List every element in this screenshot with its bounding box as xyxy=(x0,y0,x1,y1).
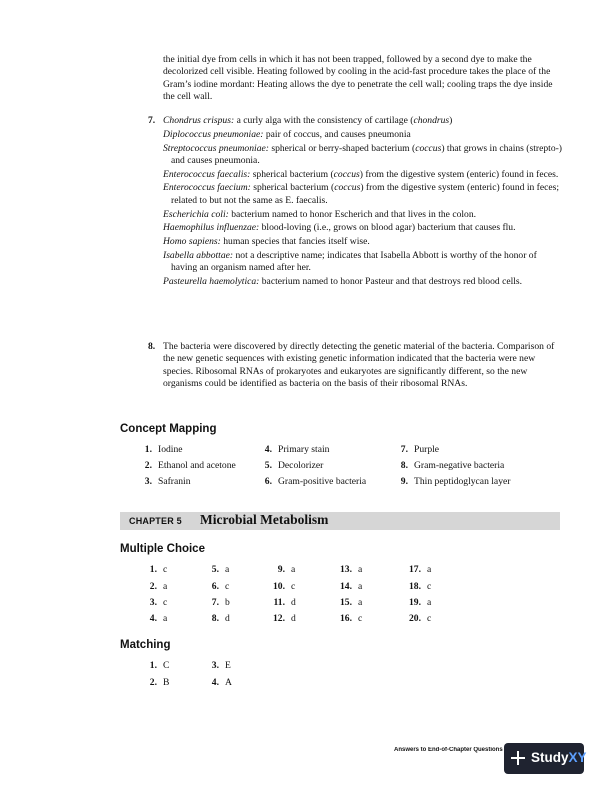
multiple-choice-answer xyxy=(204,564,229,575)
multiple-choice-heading: Multiple Choice xyxy=(120,543,205,555)
entry-number: 3. xyxy=(144,476,152,487)
entry-answer: c xyxy=(427,613,432,624)
entry-number: 15. xyxy=(340,597,352,608)
definition-text: bacterium named to honor Pasteur and that destroys red blood cells. xyxy=(259,276,523,288)
definition-list xyxy=(163,115,563,288)
entry-number: 4. xyxy=(264,444,272,455)
definition-entry xyxy=(163,115,563,127)
multiple-choice-answer xyxy=(142,613,167,624)
definition-term: Isabella abbottae: xyxy=(163,249,234,261)
definition-text: bacterium named to honor Escherich and that lives in the colon. xyxy=(228,208,477,220)
entry-answer: E xyxy=(225,660,231,671)
entry-answer: a xyxy=(291,564,296,575)
entry-number: 1. xyxy=(144,444,152,455)
running-footer: Answers to End-of-Chapter Questions xyxy=(394,747,503,753)
entry-number: 7. xyxy=(211,597,219,608)
entry-number: 13. xyxy=(340,564,352,575)
definition-term: Enterococcus faecalis: xyxy=(163,168,251,180)
entry-number: 3. xyxy=(149,597,157,608)
entry-answer: d xyxy=(225,613,230,624)
entry-number: 5. xyxy=(211,564,219,575)
entry-answer: c xyxy=(163,597,168,608)
entry-number: 12. xyxy=(273,613,285,624)
entry-number: 6. xyxy=(264,476,272,487)
definition-text-after: ) that grows in chains (strepto-) and causes pneumonia. xyxy=(171,142,563,166)
entry-answer: a xyxy=(358,564,363,575)
entry-number: 4. xyxy=(211,677,219,688)
entry-answer: a xyxy=(427,564,432,575)
definition-text: spherical bacterium ( xyxy=(250,182,335,194)
answer-item-8 xyxy=(148,341,563,390)
definition-text-after: ) from the digestive system (enteric) found in feces; related to but not the same as E. faecalis. xyxy=(171,182,560,206)
entry-number: 20. xyxy=(409,613,421,624)
entry-answer: A xyxy=(225,677,232,688)
definition-term: Haemophilus influenzae: xyxy=(163,222,260,234)
entry-answer: Gram-negative bacteria xyxy=(414,460,505,471)
entry-number: 17. xyxy=(409,564,421,575)
matching-answer xyxy=(204,677,232,688)
entry-number: 1. xyxy=(149,564,157,575)
matching-answer xyxy=(142,660,169,671)
definition-entry xyxy=(163,209,563,221)
definition-text: spherical or berry-shaped bacterium ( xyxy=(268,142,416,154)
entry-number: 5. xyxy=(264,460,272,471)
multiple-choice-answer xyxy=(142,581,167,592)
entry-answer: a xyxy=(225,564,230,575)
entry-number: 16. xyxy=(340,613,352,624)
entry-number: 19. xyxy=(409,597,421,608)
definition-text: a curly alga with the consistency of cartilage ( xyxy=(234,115,414,126)
entry-answer: c xyxy=(427,581,432,592)
entry-number: 10. xyxy=(273,581,285,592)
definition-term: Enterococcus faecium: xyxy=(163,182,251,194)
entry-answer: a xyxy=(358,597,363,608)
brand-name: StudyXY xyxy=(531,750,587,765)
entry-number: 9. xyxy=(277,564,285,575)
entry-answer: Safranin xyxy=(158,476,191,487)
entry-answer: b xyxy=(225,597,230,608)
definition-entry xyxy=(163,276,563,288)
multiple-choice-answer xyxy=(270,597,296,608)
definition-term: Pasteurella haemolytica: xyxy=(163,276,260,288)
entry-answer: c xyxy=(225,581,230,592)
definition-entry xyxy=(163,143,563,168)
entry-answer: c xyxy=(163,564,168,575)
entry-number: 2. xyxy=(144,460,152,471)
definition-term: Streptococcus pneumoniae: xyxy=(163,142,269,154)
entry-number: 8. xyxy=(211,613,219,624)
item-text: The bacteria were discovered by directly detecting the genetic material of the bacteria. Comparison of the new genetic sequences with existing genetic information indicated that the bacteria were new species. Ribosomal RNAs of prokaryotes and eukaryotes are significantly different, so the new organisms could be identified as bacteria on the basis of their ribosomal RNAs. xyxy=(163,341,555,389)
entry-answer: a xyxy=(358,581,363,592)
definition-term: Diplococcus pneumoniae: xyxy=(163,128,264,140)
plus-icon xyxy=(510,750,526,766)
entry-answer: c xyxy=(291,581,296,592)
entry-answer: Iodine xyxy=(158,444,183,455)
chapter-banner xyxy=(120,512,560,530)
entry-answer: Ethanol and acetone xyxy=(158,460,236,471)
definition-text: spherical bacterium ( xyxy=(250,168,334,180)
definition-entry xyxy=(163,250,563,275)
multiple-choice-answer xyxy=(406,581,431,592)
entry-answer: d xyxy=(291,597,296,608)
entry-number: 18. xyxy=(409,581,421,592)
chapter-label: CHAPTER 5 xyxy=(129,516,182,526)
definition-term: Escherichia coli: xyxy=(163,208,229,220)
entry-number: 2. xyxy=(149,677,157,688)
item-number: 8. xyxy=(148,341,156,352)
concept-mapping-entry xyxy=(262,460,323,471)
entry-answer: Thin peptidoglycan layer xyxy=(414,476,511,487)
multiple-choice-answer xyxy=(337,581,362,592)
entry-answer: Purple xyxy=(414,444,440,455)
concept-mapping-entry xyxy=(262,476,366,487)
multiple-choice-answer xyxy=(204,613,230,624)
definition-emphasis: coccus xyxy=(415,142,442,154)
entry-answer: C xyxy=(163,660,170,671)
concept-mapping-heading: Concept Mapping xyxy=(120,423,217,435)
entry-number: 3. xyxy=(211,660,219,671)
entry-number: 6. xyxy=(211,581,219,592)
multiple-choice-answer xyxy=(337,597,362,608)
entry-number: 9. xyxy=(400,476,408,487)
definition-entry xyxy=(163,182,563,207)
entry-answer: Primary stain xyxy=(278,444,330,455)
definition-entry xyxy=(163,236,563,248)
definition-text-after: ) from the digestive system (enteric) found in feces. xyxy=(359,168,559,180)
multiple-choice-answer xyxy=(204,581,229,592)
multiple-choice-answer xyxy=(337,613,362,624)
entry-answer: a xyxy=(163,613,168,624)
definition-text: pair of coccus, and causes pneumonia xyxy=(263,128,411,140)
multiple-choice-answer xyxy=(337,564,362,575)
chapter-title: Microbial Metabolism xyxy=(200,512,329,527)
multiple-choice-answer xyxy=(406,597,431,608)
multiple-choice-answer xyxy=(142,564,167,575)
entry-number: 2. xyxy=(149,581,157,592)
entry-number: 11. xyxy=(273,597,285,608)
matching-answer xyxy=(142,677,169,688)
entry-answer: B xyxy=(163,677,170,688)
definition-text: blood-loving (i.e., grows on blood agar) bacterium that causes flu. xyxy=(259,222,516,234)
entry-number: 1. xyxy=(149,660,157,671)
multiple-choice-answer xyxy=(406,613,431,624)
multiple-choice-answer xyxy=(204,597,230,608)
definition-term: Homo sapiens: xyxy=(163,236,221,248)
entry-answer: d xyxy=(291,613,296,624)
multiple-choice-answer xyxy=(270,613,296,624)
concept-mapping-entry xyxy=(398,476,510,487)
entry-answer: Decolorizer xyxy=(278,460,324,471)
multiple-choice-answer xyxy=(142,597,167,608)
definition-entry xyxy=(163,129,563,141)
concept-mapping-entry xyxy=(142,476,191,487)
answer-item-7 xyxy=(148,115,563,290)
definition-emphasis: coccus xyxy=(333,168,360,180)
entry-number: 14. xyxy=(340,581,352,592)
definition-text: not a descriptive name; indicates that Isabella Abbott is worthy of the honor of having an organism named after her. xyxy=(171,249,537,274)
entry-number: 4. xyxy=(149,613,157,624)
definition-text-after: ) xyxy=(449,115,453,126)
studyxy-logo xyxy=(504,743,587,774)
item-number: 7. xyxy=(148,115,156,126)
concept-mapping-entry xyxy=(142,460,236,471)
definition-entry xyxy=(163,222,563,234)
multiple-choice-answer xyxy=(406,564,431,575)
entry-number: 7. xyxy=(400,444,408,455)
definition-emphasis: chondrus xyxy=(413,115,450,126)
definition-text: human species that fancies itself wise. xyxy=(220,236,370,248)
concept-mapping-entry xyxy=(398,460,504,471)
entry-answer: a xyxy=(163,581,168,592)
concept-mapping-entry xyxy=(398,444,439,455)
intro-paragraph: the initial dye from cells in which it has not been trapped, followed by a second dye to make the decolorized cell visible. Heating followed by cooling in the acid-fast procedure takes the place of the Gram’s iodine mordant: Heating allows the dye to penetrate the cell wall; cooling traps the dye inside the cell wall. xyxy=(163,54,553,102)
matching-heading: Matching xyxy=(120,639,171,651)
matching-answer xyxy=(204,660,231,671)
concept-mapping-entry xyxy=(262,444,329,455)
entry-answer: c xyxy=(358,613,363,624)
definition-term: Chondrus crispus: xyxy=(163,115,235,126)
entry-number: 8. xyxy=(400,460,408,471)
concept-mapping-entry xyxy=(142,444,183,455)
definition-emphasis: coccus xyxy=(334,182,361,194)
multiple-choice-answer xyxy=(270,581,295,592)
definition-entry xyxy=(163,169,563,181)
entry-answer: a xyxy=(427,597,432,608)
multiple-choice-answer xyxy=(270,564,295,575)
entry-answer: Gram-positive bacteria xyxy=(278,476,367,487)
